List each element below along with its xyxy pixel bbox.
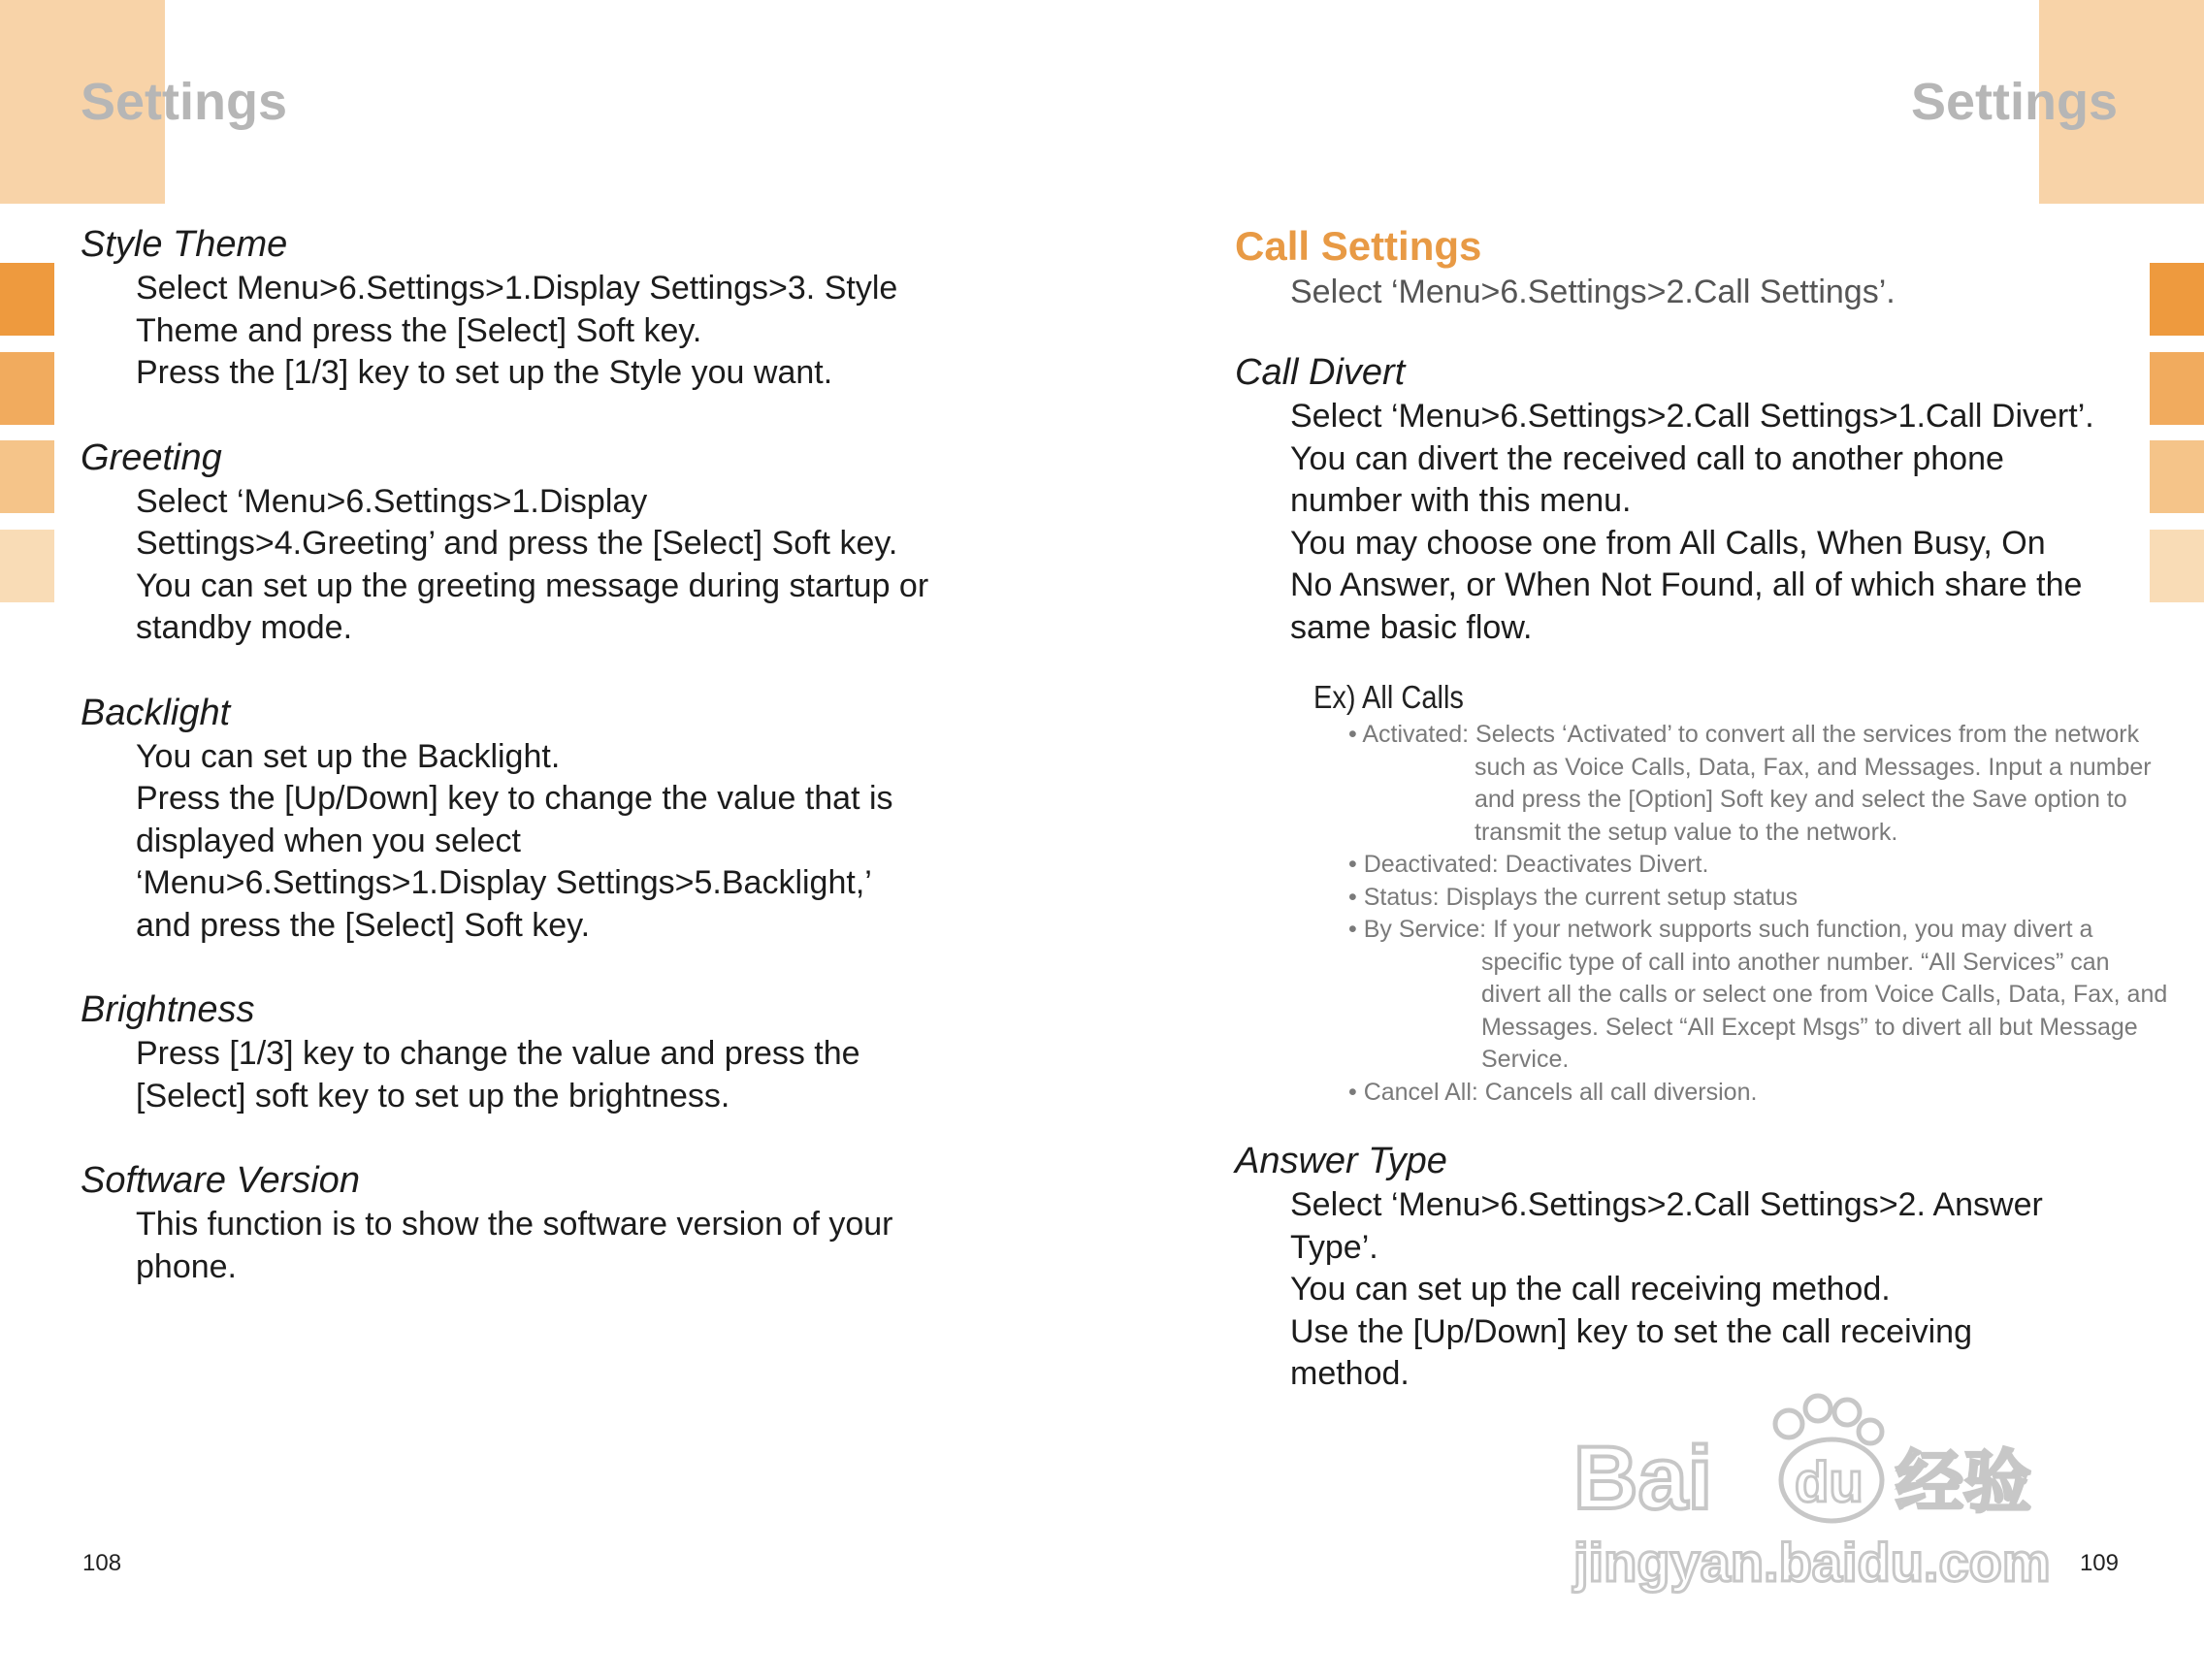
bullet-status — [1313, 882, 2137, 915]
svg-text:经验: 经验 — [1896, 1442, 2031, 1522]
body-line: Select Menu>6.Settings>1.Display Settings>3. Style — [136, 270, 898, 307]
body-line: You can divert the received call to another phone — [1290, 439, 2004, 477]
bullet-text: Messages. Select “All Except Msgs” to divert all but Message — [1481, 1013, 2138, 1041]
section-title: Brightness — [81, 989, 255, 1030]
body-line: Use the [Up/Down] key to set the call receiving — [1290, 1312, 1972, 1350]
section-title: Call Divert — [1235, 352, 1406, 393]
bullet-cancel-all — [1313, 1077, 2137, 1110]
page-number-left: 108 — [82, 1550, 122, 1576]
body-line: Theme and press the [Select] Soft key. — [136, 311, 702, 349]
body-line: ‘Menu>6.Settings>1.Display Settings>5.Backlight,’ — [136, 864, 872, 901]
body-line: Press [1/3] key to change the value and press the — [136, 1035, 860, 1072]
bullet-deactivated — [1313, 849, 2137, 882]
body-line: You can set up the greeting message during startup or — [136, 566, 929, 604]
section-brightness — [81, 986, 973, 1117]
example-title: Ex) All Calls — [1313, 679, 1464, 715]
body-line: displayed when you select — [136, 822, 521, 859]
section-backlight — [81, 690, 973, 948]
section-title: Software Version — [81, 1160, 360, 1201]
body-line: Select ‘Menu>6.Settings>2.Call Settings>1.Call Divert’. — [1290, 398, 2094, 435]
body-line: number with this menu. — [1290, 482, 1632, 519]
section-call-divert — [1235, 349, 2137, 649]
section-style-theme — [81, 221, 973, 395]
section-title: Backlight — [81, 692, 231, 733]
section-answer-type — [1235, 1138, 2137, 1396]
bullet-text: such as Voice Calls, Data, Fax, and Messages. Input a number — [1475, 753, 2152, 781]
body-line: method. — [1290, 1355, 1410, 1392]
svg-text:du: du — [1795, 1451, 1864, 1514]
bullet-activated — [1313, 719, 2152, 849]
section-title: Answer Type — [1235, 1141, 1447, 1181]
section-title: Greeting — [81, 436, 222, 478]
body-line: Select ‘Menu>6.Settings>2.Call Settings>2. Answer — [1290, 1186, 2043, 1223]
side-tab-left-3 — [0, 440, 54, 513]
side-tab-right-1 — [2150, 263, 2204, 336]
body-line: phone. — [136, 1247, 237, 1285]
body-line: Press the [1/3] key to set up the Style you want. — [136, 354, 833, 391]
body-line: Select ‘Menu>6.Settings>1.Display — [136, 482, 648, 520]
bullet-text: • Deactivated: Deactivates Divert. — [1348, 851, 1709, 878]
page-number-right: 109 — [2079, 1550, 2119, 1576]
section-greeting — [81, 435, 973, 650]
bullet-text: • Status: Displays the current setup status — [1348, 883, 1799, 911]
body-line: Press the [Up/Down] key to change the value that is — [136, 780, 893, 817]
side-tab-right-4 — [2150, 530, 2204, 602]
body-line: You can set up the Backlight. — [136, 737, 561, 775]
page-header-right: Settings — [1910, 73, 2118, 131]
bullet-text: divert all the calls or select one from Voice Calls, Data, Fax, and — [1481, 981, 2168, 1008]
body-line: Type’. — [1290, 1228, 1378, 1266]
body-line: You can set up the call receiving method. — [1290, 1271, 1891, 1308]
body-line: This function is to show the software version of your — [136, 1206, 893, 1243]
side-tab-right-3 — [2150, 440, 2204, 513]
bullet-text: and press the [Option] Soft key and select the Save option to — [1475, 786, 2127, 813]
watermark-url-text: jingyan.baidu.com — [1573, 1532, 2051, 1593]
bullet-text: Service. — [1481, 1046, 1570, 1073]
side-tab-left-2 — [0, 352, 54, 425]
body-line: standby mode. — [136, 609, 353, 646]
right-page-content — [1235, 221, 2168, 1436]
section-title: Style Theme — [81, 224, 288, 265]
call-settings-subtitle: Select ‘Menu>6.Settings>2.Call Settings’. — [1290, 274, 1896, 310]
body-line: No Answer, or When Not Found, all of which share the — [1290, 566, 2083, 603]
bullet-text: specific type of call into another number. “All Services” can — [1481, 948, 2110, 976]
bullet-text: • Activated: Selects ‘Activated’ to convert all the services from the network — [1348, 721, 2140, 748]
body-line: [Select] soft key to set up the brightness. — [136, 1077, 730, 1115]
body-line: and press the [Select] Soft key. — [136, 906, 591, 944]
body-line: You may choose one from All Calls, When Busy, On — [1290, 524, 2046, 562]
bullet-by-service — [1313, 914, 2168, 1077]
bullet-text: transmit the setup value to the network. — [1475, 818, 1898, 846]
section-software-version — [81, 1157, 973, 1288]
side-tab-left-1 — [0, 263, 54, 336]
side-tab-right-2 — [2150, 352, 2204, 425]
watermark-brand-text: Bai — [1573, 1429, 1713, 1528]
body-line: same basic flow. — [1290, 608, 1533, 646]
baidu-watermark-logo — [1564, 1387, 2088, 1600]
call-settings-title: Call Settings — [1235, 223, 1482, 269]
left-page-content — [81, 221, 973, 1328]
example-all-calls — [1235, 676, 2168, 1109]
side-tab-left-4 — [0, 530, 54, 602]
page-header-left: Settings — [81, 73, 288, 131]
bullet-text: • By Service: If your network supports such function, you may divert a — [1348, 916, 2093, 943]
body-line: Settings>4.Greeting’ and press the [Select] Soft key. — [136, 525, 898, 562]
bullet-text: • Cancel All: Cancels all call diversion. — [1348, 1078, 1758, 1106]
